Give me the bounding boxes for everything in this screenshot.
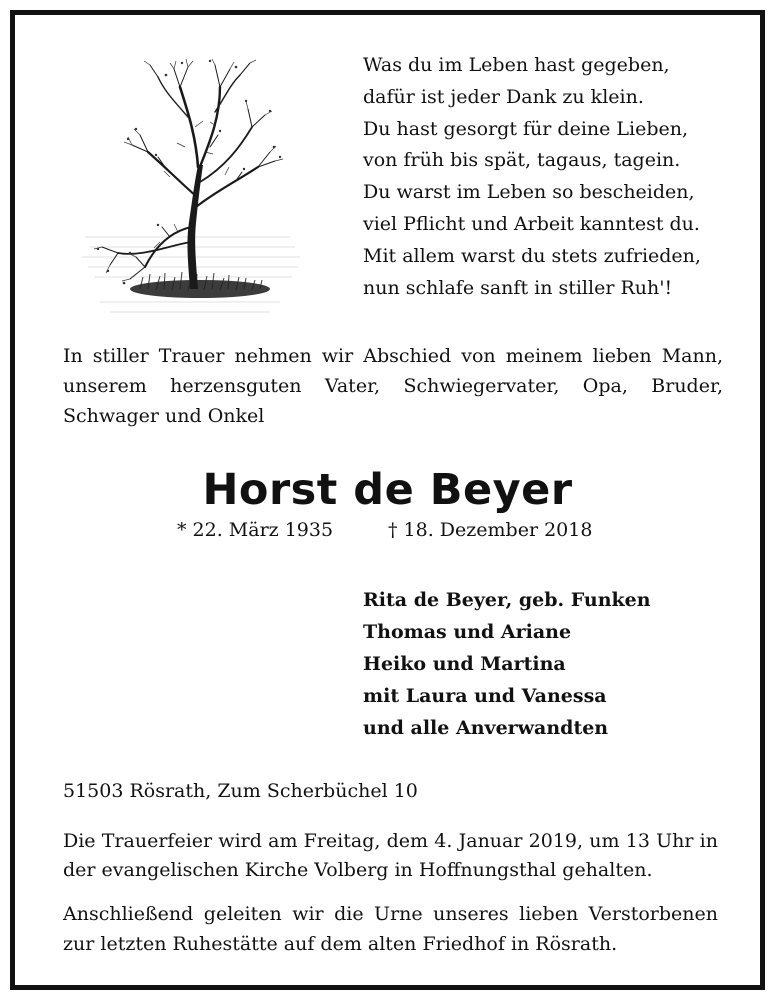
birth-date: * 22. März 1935 — [177, 519, 334, 541]
poem-line: dafür ist jeder Dank zu klein. — [363, 85, 644, 108]
poem-line: Du warst im Leben so bescheiden, — [363, 181, 695, 204]
urn-notice: Anschließend geleiten wir die Urne unseres lieben Verstorbenen zur letzten Ruhestätte auf dem alten Friedhof in Rösrath. — [63, 903, 718, 955]
family-member: und alle Anverwandten — [363, 717, 609, 739]
obituary-frame — [10, 10, 765, 990]
address: 51503 Rösrath, Zum Scherbüchel 10 — [63, 780, 418, 802]
poem-line: Mit allem warst du stets zufrieden, — [363, 244, 701, 267]
bare-tree-icon — [70, 57, 310, 327]
family-member: Heiko und Martina — [363, 653, 566, 675]
family-member: mit Laura und Vanessa — [363, 685, 607, 707]
intro-paragraph: In stiller Trauer nehmen wir Abschied von meinem lieben Mann, unserem herzensguten Vater, Schwiegervater, Opa, Bruder, Schwager und Onkel — [63, 345, 723, 427]
family-member: Thomas und Ariane — [363, 621, 572, 643]
poem-line: Was du im Leben hast gegeben, — [363, 54, 670, 76]
poem-line: von früh bis spät, tagaus, tagein. — [363, 149, 681, 172]
poem-line: viel Pflicht und Arbeit kanntest du. — [363, 212, 700, 235]
family-list — [363, 584, 723, 744]
poem-line: nun schlafe sanft in stiller Ruh'! — [363, 276, 673, 299]
family-member: Rita de Beyer, geb. Funken — [363, 589, 651, 611]
poem-line: Du hast gesorgt für deine Lieben, — [363, 117, 689, 140]
deceased-name: Horst de Beyer — [202, 465, 573, 515]
funeral-notice: Die Trauerfeier wird am Freitag, dem 4. Januar 2019, um 13 Uhr in der evangelischen Kirche Volberg in Hoffnungsthal gehalten. — [63, 830, 718, 881]
death-date: † 18. Dezember 2018 — [388, 519, 593, 541]
poem — [363, 50, 723, 304]
